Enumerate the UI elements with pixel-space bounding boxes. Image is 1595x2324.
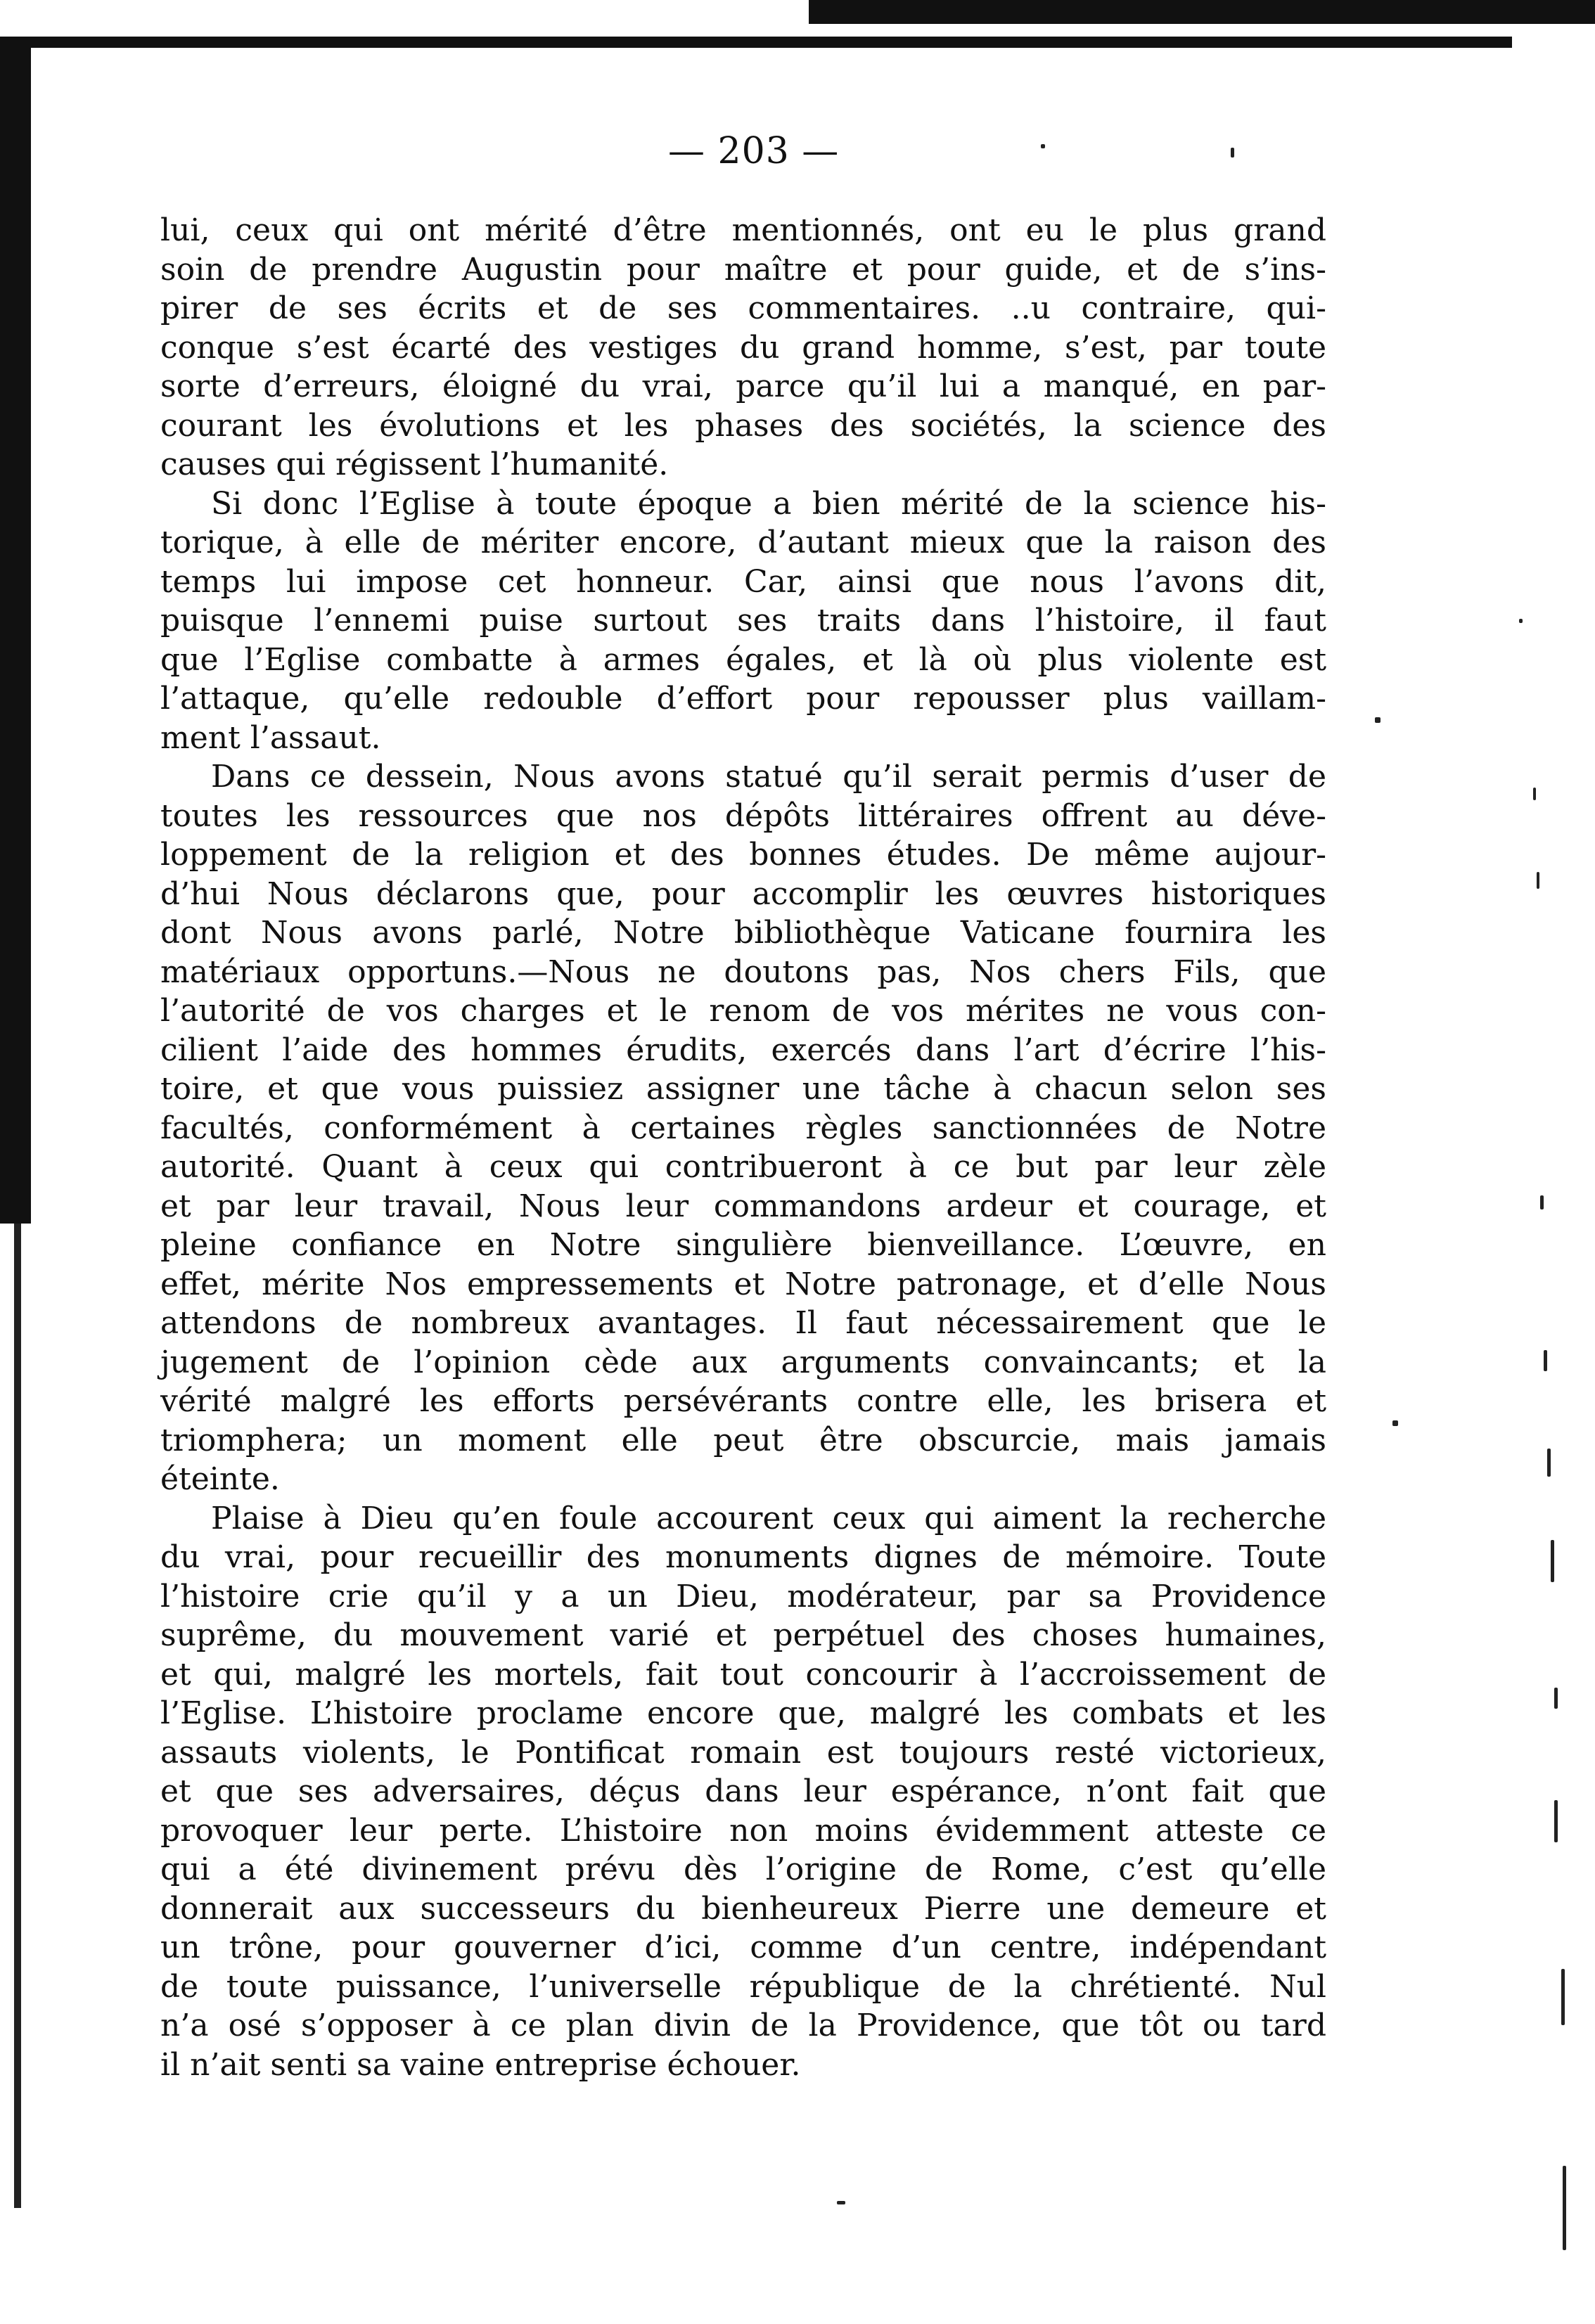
text-line: éteinte. [160,1461,280,1497]
text-line: toutes les ressources que nos dépôts littéraires offrent au déve- [160,797,1326,834]
text-line: causes qui régissent l’humanité. [160,447,669,482]
text-line: temps lui impose cet honneur. Car, ainsi que nous l’avons dit, [160,563,1326,600]
text-line: effet, mérite Nos empressements et Notre patronage, et d’elle Nous [160,1266,1326,1302]
page-number: — 203 — [668,130,840,172]
text-line: soin de prendre Augustin pour maître et pour guide, et de s’ins- [160,251,1326,288]
text-line: conque s’est écarté des vestiges du grand homme, s’est, par toute [160,329,1326,366]
body-text [160,211,1326,2084]
text-line: l’Eglise. L’histoire proclame encore que, malgré les combats et les [160,1695,1326,1731]
paragraph [160,211,1326,484]
text-line: et que ses adversaires, déçus dans leur espérance, n’ont fait que [160,1773,1326,1809]
text-line: du vrai, pour recueillir des monuments dignes de mémoire. Toute [160,1539,1326,1575]
text-line: matériaux opportuns.—Nous ne doutons pas, Nos chers Fils, que [160,954,1326,990]
text-line: de toute puissance, l’universelle république de la chrétienté. Nul [160,1968,1326,2005]
scan-top-border-dark [809,0,1595,24]
text-line: qui a été divinement prévu dès l’origine de Rome, c’est qu’elle [160,1851,1326,1887]
text-line: Dans ce dessein, Nous avons statué qu’il serait permis d’user de [211,759,1326,795]
text-line: triomphera; un moment elle peut être obscurcie, mais jamais [160,1422,1326,1458]
text-line: toire, et que vous puissiez assigner une tâche à chacun selon ses [160,1071,1326,1107]
text-line: pleine confiance en Notre singulière bienveillance. L’œuvre, en [160,1227,1326,1263]
text-line: donnerait aux successeurs du bienheureux Pierre une demeure et [160,1890,1326,1927]
text-line: jugement de l’opinion cède aux arguments convaincants; et la [160,1344,1326,1380]
text-line: vérité malgré les efforts persévérants contre elle, les brisera et [160,1383,1326,1419]
text-line: l’histoire crie qu’il y a un Dieu, modérateur, par sa Providence [160,1578,1326,1614]
text-line: facultés, conformément à certaines règles sanctionnées de Notre [160,1110,1326,1146]
text-line: que l’Eglise combatte à armes égales, et là où plus violente est [160,641,1326,678]
text-line: d’hui Nous déclarons que, pour accomplir les œuvres historiques [160,875,1326,912]
text-line: cilient l’aide des hommes érudits, exercés dans l’art d’écrire l’his- [160,1032,1326,1068]
text-line: loppement de la religion et des bonnes études. De même aujour- [160,837,1326,873]
scan-left-border [0,42,31,1224]
text-line: courant les évolutions et les phases des sociétés, la science des [160,407,1326,444]
text-line: et qui, malgré les mortels, fait tout concourir à l’accroissement de [160,1656,1326,1693]
text-line: ment l’assaut. [160,719,381,756]
text-line: puisque l’ennemi puise surtout ses traits dans l’histoire, il faut [160,603,1326,638]
text-line: provoquer leur perte. L’histoire non moins évidemment atteste ce [160,1812,1326,1849]
text-line: dont Nous avons parlé, Notre bibliothèque Vaticane fournira les [160,915,1326,951]
text-line: torique, à elle de mériter encore, d’autant mieux que la raison des [160,525,1326,560]
paragraph [160,484,1326,758]
text-line: et par leur travail, Nous leur commandons ardeur et courage, et [160,1188,1326,1224]
text-line: n’a osé s’opposer à ce plan divin de la Providence, que tôt ou tard [160,2008,1326,2043]
text-line: un trône, pour gouverner d’ici, comme d’un centre, indépendant [160,1930,1326,1965]
text-line: l’autorité de vos charges et le renom de vos mérites ne vous con- [160,993,1326,1029]
text-line: assauts violents, le Pontificat romain est toujours resté victorieux, [160,1734,1326,1771]
text-line: l’attaque, qu’elle redouble d’effort pour repousser plus vaillam- [160,681,1326,717]
paragraph [160,757,1326,1499]
text-line: il n’ait senti sa vaine entreprise échouer. [160,2046,801,2083]
text-line: suprême, du mouvement varié et perpétuel des choses humaines, [160,1617,1326,1653]
text-line: Plaise à Dieu qu’en foule accourent ceux qui aiment la recherche [211,1500,1326,1536]
paragraph [160,1499,1326,2085]
text-line: pirer de ses écrits et de ses commentaires. ..u contraire, qui- [160,290,1326,326]
text-line: lui, ceux qui ont mérité d’être mentionnés, ont eu le plus grand [160,212,1326,248]
text-line: autorité. Quant à ceux qui contribueront à ce but par leur zèle [160,1149,1326,1185]
text-line: attendons de nombreux avantages. Il faut nécessairement que le [160,1305,1326,1341]
text-line: sorte d’erreurs, éloigné du vrai, parce qu’il lui a manqué, en par- [160,368,1326,404]
text-line: Si donc l’Eglise à toute époque a bien mérité de la science his- [211,485,1326,522]
scan-left-border-thin [14,1224,21,2208]
scan-top-border [0,37,1512,48]
